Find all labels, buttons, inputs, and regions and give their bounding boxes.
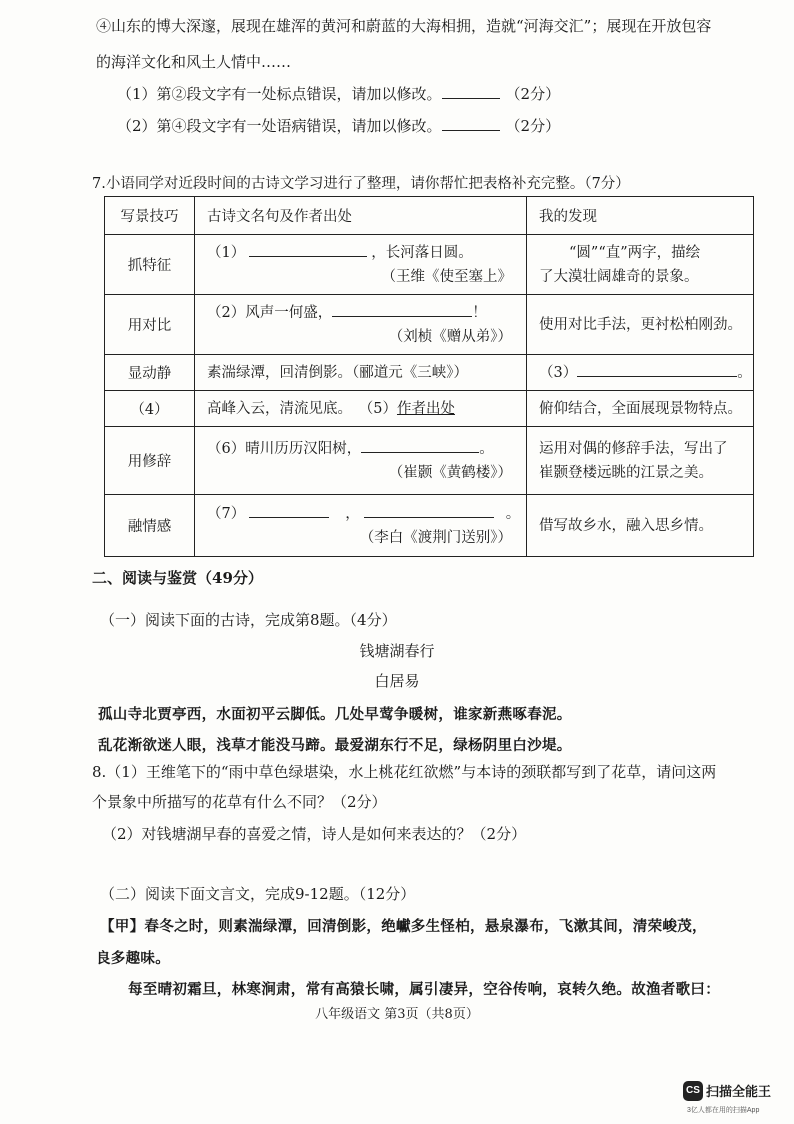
poem-pre: （2）风声一何盛， bbox=[207, 304, 333, 321]
poem-blank-label: （5） bbox=[366, 400, 397, 417]
paragraph-4-line-1: ④山东的博大深邃，展现在雄浑的黄河和蔚蓝的大海相拥，造就“河海交汇”；展现在开放包容 bbox=[96, 17, 712, 35]
finding-line: 崔颢登楼远眺的江景之美。 bbox=[539, 464, 713, 481]
table-row bbox=[105, 355, 754, 391]
poem-post: 。 bbox=[479, 440, 494, 457]
scanner-brand: 扫描全能王 bbox=[706, 1084, 772, 1099]
header-technique: 写景技巧 bbox=[105, 197, 195, 235]
part-1-intro: （一）阅读下面的古诗，完成第8题。（4分） bbox=[100, 611, 397, 629]
poem-author: 白居易 bbox=[374, 672, 420, 690]
poem-mid: ， bbox=[345, 505, 360, 522]
poem-pre: （1） bbox=[207, 244, 246, 261]
poem-blank-text: 作者出处 bbox=[396, 400, 455, 417]
finding-line: 了大漠壮阔雄奇的景象。 bbox=[539, 268, 699, 285]
poem-text: 高峰入云，清流见底。 bbox=[207, 400, 352, 417]
poem-cell bbox=[195, 355, 527, 391]
finding-cell bbox=[527, 427, 754, 495]
finding-cell bbox=[527, 295, 754, 355]
poem-source: （李白《渡荆门送别》） bbox=[359, 529, 512, 546]
question-8-1-line-2: 个景象中所描写的花草有什么不同？（2分） bbox=[92, 793, 387, 811]
technique-cell: 抓特征 bbox=[105, 235, 195, 295]
poem-line: 素湍绿潭，回清倒影。（郦道元《三峡》） bbox=[207, 364, 468, 381]
poem-line bbox=[207, 397, 526, 421]
answer-blank bbox=[332, 302, 472, 317]
finding-pre: （3） bbox=[539, 364, 578, 381]
poem-line bbox=[207, 301, 526, 325]
answer-blank bbox=[361, 438, 479, 453]
question-6-1 bbox=[117, 84, 560, 104]
table-row bbox=[105, 391, 754, 427]
passage-jia-line-1: 【甲】春冬之时，则素湍绿潭，回清倒影，绝巘多生怪柏，悬泉瀑布，飞漱其间，清荣峻茂， bbox=[100, 918, 707, 935]
poem-cell bbox=[195, 295, 527, 355]
page-footer: 八年级语文 第3页（共8页） bbox=[315, 1007, 479, 1022]
finding-line: 俯仰结合，全面展现景物特点。 bbox=[539, 400, 742, 417]
poem-pre: （7） bbox=[207, 505, 246, 522]
poem-line-2: 乱花渐欲迷人眼，浅草才能没马蹄。最爱湖东行不足，绿杨阴里白沙堤。 bbox=[98, 737, 572, 754]
technique-cell: （4） bbox=[105, 391, 195, 427]
question-points: （2分） bbox=[505, 117, 561, 135]
question-points: （2分） bbox=[505, 85, 561, 103]
header-poem: 古诗文名句及作者出处 bbox=[195, 197, 527, 235]
finding-cell bbox=[527, 235, 754, 295]
poem-cell bbox=[195, 427, 527, 495]
technique-cell: 融情感 bbox=[105, 495, 195, 557]
question-8-2: （2）对钱塘湖早春的喜爱之情，诗人是如何来表达的？（2分） bbox=[102, 825, 527, 843]
technique-cell: 显动静 bbox=[105, 355, 195, 391]
finding-line bbox=[539, 361, 753, 385]
poem-line-1: 孤山寺北贾亭西，水面初平云脚低。几处早莺争暖树，谁家新燕啄春泥。 bbox=[98, 706, 572, 723]
question-8-1-line-1: 8.（1）王维笔下的“雨中草色绿堪染，水上桃花红欲燃”与本诗的颈联都写到了花草，请问这两 bbox=[92, 763, 717, 781]
poem-source: （王维《使至塞上》 bbox=[381, 268, 512, 285]
answer-blank bbox=[577, 362, 737, 377]
table-row bbox=[105, 427, 754, 495]
question-6-2 bbox=[117, 116, 560, 136]
finding-cell bbox=[527, 495, 754, 557]
poem-line bbox=[207, 437, 526, 461]
answer-blank bbox=[249, 242, 367, 257]
poem-source: （崔颢《黄鹤楼》） bbox=[388, 464, 512, 481]
poem-line bbox=[207, 241, 526, 265]
poem-cell bbox=[195, 235, 527, 295]
part-2-intro: （二）阅读下面文言文，完成9-12题。（12分） bbox=[100, 885, 416, 903]
passage-jia-line-2: 良多趣味。 bbox=[96, 950, 170, 967]
finding-post: 。 bbox=[737, 364, 752, 381]
question-6-1-text: （1）第②段文字有一处标点错误，请加以修改。 bbox=[117, 85, 442, 103]
question-7-title: 7.小语同学对近段时间的古诗文学习进行了整理，请你帮忙把表格补充完整。（7分） bbox=[92, 176, 630, 192]
poem-pre: （6）晴川历历汉阳树， bbox=[207, 440, 362, 457]
table-row bbox=[105, 495, 754, 557]
poem-cell bbox=[195, 391, 527, 427]
table-row bbox=[105, 235, 754, 295]
poem-title: 钱塘湖春行 bbox=[359, 642, 435, 660]
poem-line bbox=[207, 502, 526, 526]
technique-cell: 用修辞 bbox=[105, 427, 195, 495]
scanner-tagline: 3亿人都在用的扫描App bbox=[687, 1107, 760, 1114]
finding-line: “圆”“直”两字，描绘 bbox=[569, 244, 701, 261]
finding-cell bbox=[527, 355, 754, 391]
answer-blank bbox=[364, 503, 494, 518]
poem-source: （刘桢《赠从弟》） bbox=[388, 328, 512, 345]
section-2-title: 二、阅读与鉴赏（49分） bbox=[92, 569, 263, 587]
question-6-2-text: （2）第④段文字有一处语病错误，请加以修改。 bbox=[117, 117, 442, 135]
answer-blank bbox=[249, 503, 329, 518]
technique-cell: 用对比 bbox=[105, 295, 195, 355]
finding-line: 使用对比手法，更衬松柏刚劲。 bbox=[539, 316, 742, 333]
answer-blank bbox=[442, 84, 500, 99]
paragraph-4-line-2: 的海洋文化和风土人情中…… bbox=[96, 53, 292, 71]
poem-cell bbox=[195, 495, 527, 557]
finding-line: 运用对偶的修辞手法，写出了 bbox=[539, 440, 728, 457]
answer-blank bbox=[442, 116, 500, 131]
table-row bbox=[105, 295, 754, 355]
finding-cell bbox=[527, 391, 754, 427]
header-finding: 我的发现 bbox=[527, 197, 754, 235]
poem-post: ！ bbox=[472, 304, 487, 321]
scanner-watermark bbox=[683, 1080, 771, 1101]
table-header-row bbox=[105, 197, 754, 235]
finding-line: 借写故乡水，融入思乡情。 bbox=[539, 517, 713, 534]
poem-post: 。 bbox=[505, 505, 521, 522]
poetry-table bbox=[104, 196, 754, 557]
passage-jia-line-3: 每至晴初霜旦，林寒涧肃，常有高猿长啸，属引凄异，空谷传响，哀转久绝。故渔者歌曰： bbox=[128, 981, 720, 998]
poem-post: ，长河落日圆。 bbox=[371, 244, 473, 261]
scanner-logo-icon: CS bbox=[683, 1081, 703, 1101]
